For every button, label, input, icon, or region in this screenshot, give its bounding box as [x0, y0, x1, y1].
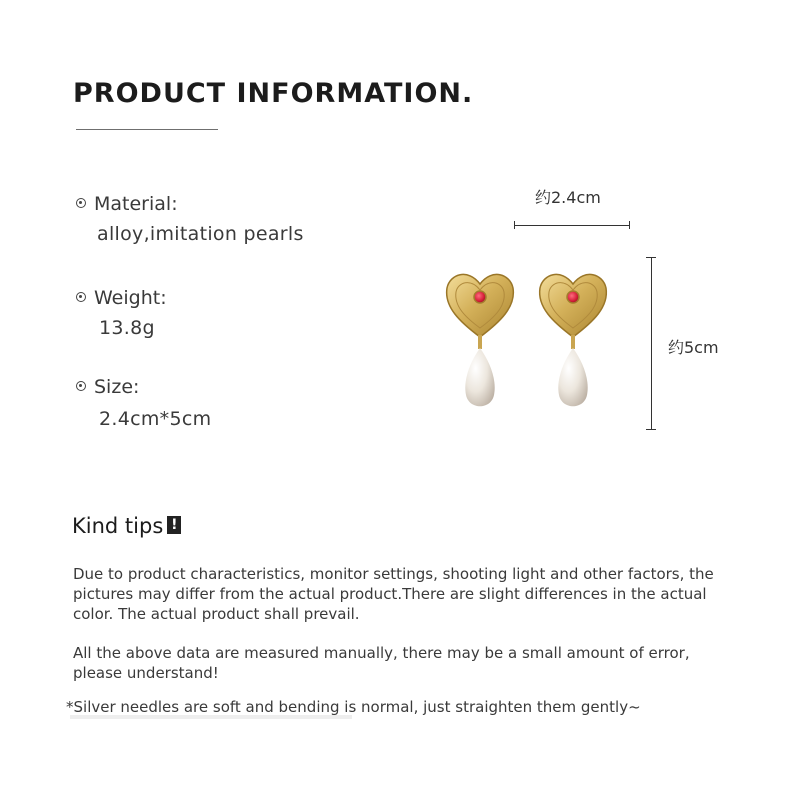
height-dimension-tick-bottom [646, 429, 656, 430]
kind-tips-paragraph-1: Due to product characteristics, monitor settings, shooting light and other factors, the pictures may differ from the actual product.There are slight differences in the actual color. The actual product shall prevail. [73, 565, 714, 623]
earrings-product-image [430, 262, 630, 422]
height-dimension-label: 约5cm [668, 338, 719, 357]
page-title: PRODUCT INFORMATION. [73, 78, 474, 109]
height-dimension-tick-top [646, 257, 656, 258]
kind-tips-note: *Silver needles are soft and bending is normal, just straighten them gently~ [66, 698, 641, 716]
spec-label: Size: [94, 376, 140, 398]
spec-label: Material: [94, 193, 178, 215]
spec-material-label [76, 193, 178, 215]
width-dimension-label: 约2.4cm [535, 188, 601, 207]
width-dimension-line [514, 225, 630, 226]
spec-material-value: alloy,imitation pearls [97, 223, 304, 245]
title-divider [76, 129, 218, 130]
spec-weight-value: 13.8g [99, 317, 155, 339]
right-earring [540, 274, 607, 406]
spec-size-label [76, 376, 139, 398]
left-earring [447, 274, 514, 406]
width-dimension-tick-left [514, 221, 515, 229]
height-dimension-line [651, 257, 652, 429]
bullet-icon [76, 198, 86, 208]
bullet-icon [76, 292, 86, 302]
kind-tips-title: Kind tips [72, 514, 164, 538]
bullet-icon [76, 381, 86, 391]
exclamation-icon: ! [167, 516, 181, 534]
spec-size-value: 2.4cm*5cm [99, 408, 212, 430]
spec-label: Weight: [94, 287, 167, 309]
width-dimension-tick-right [629, 221, 630, 229]
kind-tips-paragraph-2: All the above data are measured manually, there may be a small amount of error, please understand! [73, 644, 690, 682]
spec-weight-label [76, 287, 167, 309]
kind-tips-heading [72, 514, 181, 538]
